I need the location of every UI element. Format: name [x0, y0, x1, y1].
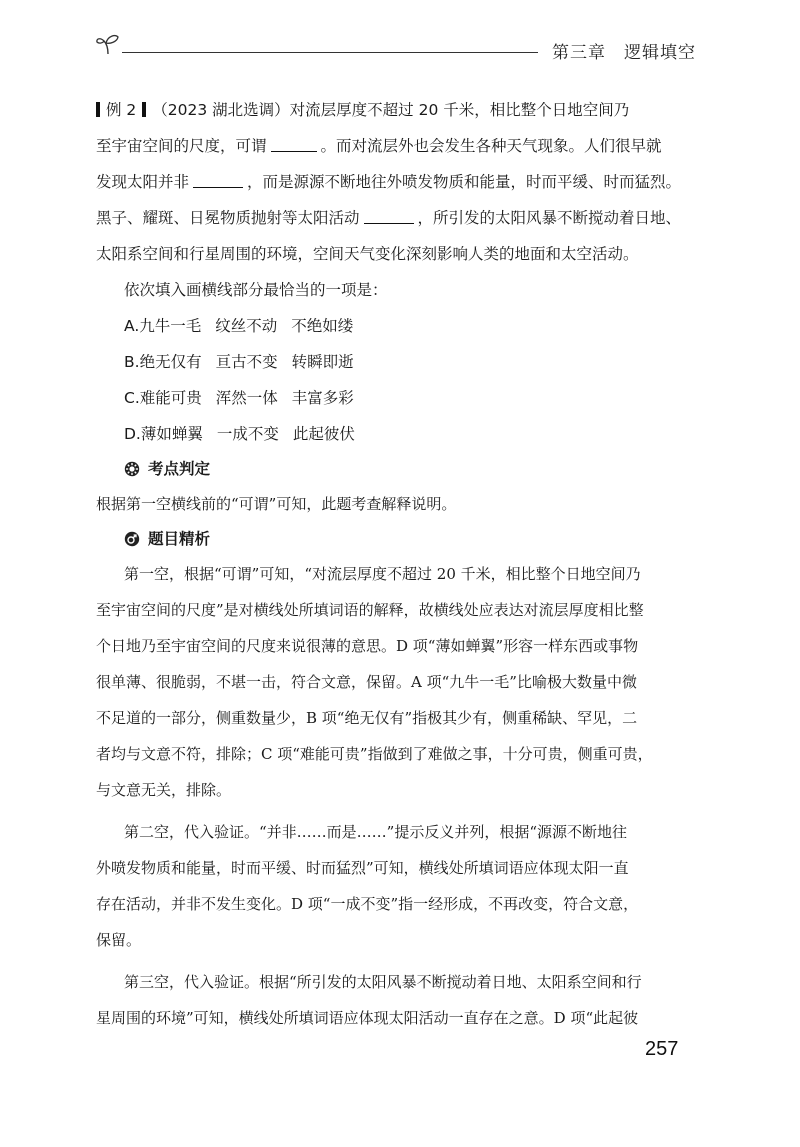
page-content: [96, 92, 706, 1036]
option-word: 不绝如缕: [291, 317, 354, 335]
text-line: 至宇宙空间的尺度”是对横线处所填词语的解释，故横线处应表达对流层厚度相比整: [96, 601, 644, 619]
option-c: [124, 380, 706, 416]
option-word: 亘古不变: [215, 353, 278, 371]
header-rule: [122, 52, 538, 53]
jingxi-section: [96, 522, 706, 556]
question-line-2a: 至宇宙空间的尺度，可谓: [96, 137, 267, 155]
question-line-3a: 发现太阳并非: [96, 173, 190, 191]
question-line-1: 对流层厚度不超过 20 千米，相比整个日地空间乃: [289, 101, 630, 119]
option-a: [124, 308, 706, 344]
text-line: 与文意无关，排除。: [96, 781, 232, 799]
option-letter: B.: [124, 353, 140, 371]
label-bar-right: [142, 102, 146, 117]
option-word: 九牛一毛: [139, 317, 202, 335]
jingxi-heading: [124, 522, 706, 556]
option-b: [124, 344, 706, 380]
option-word: 此起彼伏: [292, 425, 355, 443]
question-line-4a: 黑子、耀斑、日冕物质抛射等太阳活动: [96, 209, 360, 227]
option-word: 薄如蝉翼: [140, 425, 203, 443]
option-d: [124, 416, 706, 452]
sprout-icon: [95, 32, 121, 56]
option-word: 丰富多彩: [291, 389, 354, 407]
text-line: 保留。: [96, 931, 142, 949]
text-line: 者均与文意不符，排除；C 项“难能可贵”指做到了难做之事，十分可贵，侧重可贵，: [96, 745, 653, 763]
question-line-4b: ，所引发的太阳风暴不断搅动着日地、: [417, 209, 682, 227]
option-word: 难能可贵: [139, 389, 202, 407]
kaodian-text: 根据第一空横线前的“可谓”可知，此题考查解释说明。: [96, 495, 457, 513]
text-line: 不足道的一部分，侧重数量少，B 项“绝无仅有”指极其少有，侧重稀缺、罕见，二: [96, 709, 638, 727]
text-line: 外喷发物质和能量，时而平缓、时而猛烈”可知，横线处所填词语应体现太阳一直: [96, 859, 629, 877]
option-word: 一成不变: [216, 425, 279, 443]
example-source: （2023 湖北选调）: [152, 101, 290, 119]
example-question: [96, 92, 706, 308]
option-word: 绝无仅有: [139, 353, 202, 371]
options-list: [96, 308, 706, 452]
text-line: 星周围的环境”可知，横线处所填词语应体现太阳活动一直存在之意。D 项“此起彼: [96, 1009, 639, 1027]
option-letter: A.: [124, 317, 140, 335]
text-line: 第一空，根据“可谓”可知，“对流层厚度不超过 20 千米，相比整个日地空间乃: [124, 565, 641, 583]
example-label: 例 2: [106, 101, 137, 119]
kaodian-title: 考点判定: [148, 460, 211, 478]
text-line: 存在活动，并非不发生变化。D 项“一成不变”指一经形成，不再改变，符合文意，: [96, 895, 639, 913]
text-line: 个日地乃至宇宙空间的尺度来说很薄的意思。D 项“薄如蝉翼”形容一样东西或事物: [96, 637, 639, 655]
analysis-paragraph-2: [96, 814, 706, 958]
question-line-3b: ，而是源源不断地往外喷发物质和能量，时而平缓、时而猛烈。: [247, 173, 682, 191]
answer-blank-3: [364, 209, 414, 224]
chapter-name: 逻辑填空: [624, 43, 696, 63]
answer-blank-2: [193, 173, 243, 188]
chapter-title: [552, 38, 696, 63]
page-header: [0, 0, 800, 70]
page-number: 257: [645, 1038, 679, 1060]
option-word: 浑然一体: [215, 389, 278, 407]
option-word: 转瞬即逝: [291, 353, 354, 371]
text-line: 第二空，代入验证。“并非……而是……”提示反义并列，根据“源源不断地往: [124, 823, 628, 841]
question-line-2b: 。而对流层外也会发生各种天气现象。人们很早就: [320, 137, 662, 155]
option-letter: C.: [124, 389, 140, 407]
question-line-5: 太阳系空间和行星周围的环境，空间天气变化深刻影响人类的地面和太空活动。: [96, 245, 639, 263]
gear-icon: [124, 461, 140, 477]
analysis-paragraph-3: [96, 964, 706, 1036]
kaodian-section: [96, 452, 706, 486]
label-bar-left: [96, 102, 100, 117]
option-letter: D.: [124, 425, 141, 443]
analysis-paragraph-1: [96, 556, 706, 808]
option-word: 纹丝不动: [215, 317, 278, 335]
text-line: 很单薄、很脆弱，不堪一击，符合文意，保留。A 项“九牛一毛”比喻极大数量中微: [96, 673, 637, 691]
answer-blank-1: [271, 137, 317, 152]
text-line: 第三空，代入验证。根据“所引发的太阳风暴不断搅动着日地、太阳系空间和行: [124, 973, 642, 991]
jingxi-title: 题目精析: [148, 530, 211, 548]
analysis-icon: [124, 531, 140, 547]
kaodian-heading: [124, 452, 706, 486]
question-prompt: 依次填入画横线部分最恰当的一项是：: [124, 281, 388, 299]
chapter-number: 第三章: [552, 43, 606, 63]
